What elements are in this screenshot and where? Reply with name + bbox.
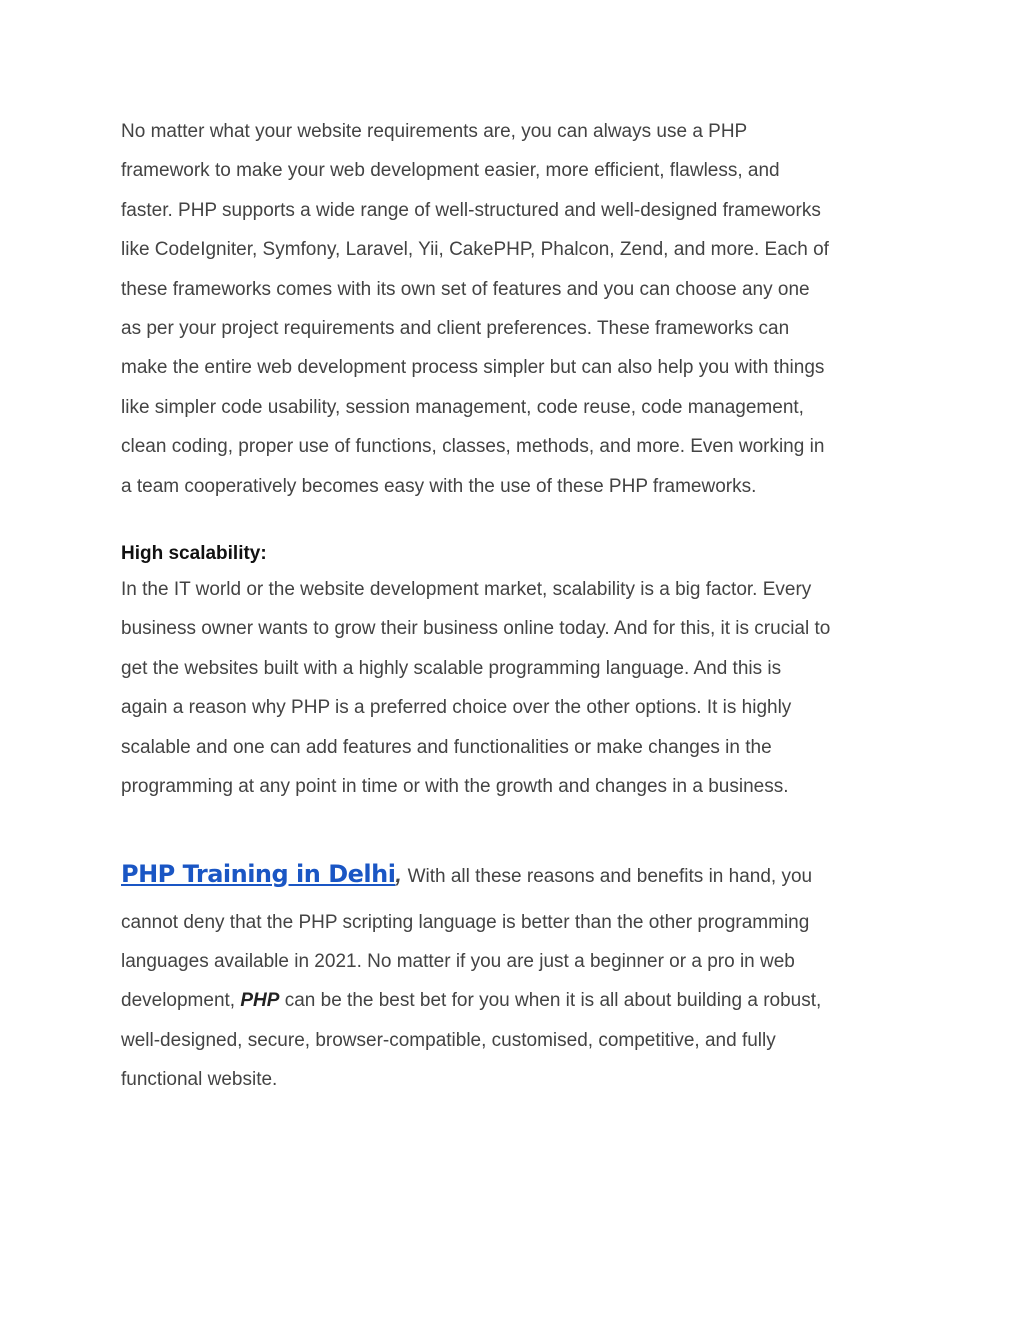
text-line: business owner wants to grow their business online today. And for this, it is crucial to	[121, 618, 831, 640]
php-training-link[interactable]: PHP Training in Delhi	[121, 859, 396, 888]
bold-php-word: PHP	[240, 990, 280, 1012]
text-line: framework to make your web development easier, more efficient, flawless, and	[121, 160, 780, 182]
text-line: make the entire web development process simpler but can also help you with things	[121, 357, 825, 379]
section-heading-scalability: High scalability:	[121, 543, 267, 565]
text-line: programming at any point in time or with the growth and changes in a business.	[121, 776, 789, 798]
text-line: like CodeIgniter, Symfony, Laravel, Yii, CakePHP, Phalcon, Zend, and more. Each of	[121, 239, 829, 261]
text-segment: development,	[121, 990, 241, 1012]
text-segment: With all these reasons and benefits in hand, you	[407, 865, 813, 887]
text-line: like simpler code usability, session management, code reuse, code management,	[121, 396, 804, 418]
comma: ,	[395, 861, 402, 887]
text-line: these frameworks comes with its own set of features and you can choose any one	[121, 278, 810, 300]
text-segment: can be the best bet for you when it is all about building a robust,	[279, 990, 822, 1012]
text-line: again a reason why PHP is a preferred choice over the other options. It is highly	[121, 697, 792, 719]
text-line: No matter what your website requirements are, you can always use a PHP	[121, 121, 748, 142]
paragraph-frameworks	[121, 112, 921, 506]
text-line: In the IT world or the website development market, scalability is a big factor. Every	[121, 579, 812, 601]
text-line-with-bold	[121, 981, 921, 1020]
paragraph-scalability	[121, 570, 921, 806]
text-line: get the websites built with a highly scalable programming language. And this is	[121, 657, 782, 679]
text-line: languages available in 2021. No matter if you are just a beginner or a pro in web	[121, 950, 795, 972]
paragraph-conclusion	[121, 903, 921, 1100]
text-line: well-designed, secure, browser-compatible, customised, competitive, and fully	[121, 1029, 776, 1051]
text-line: faster. PHP supports a wide range of well-structured and well-designed frameworks	[121, 199, 821, 221]
link-line	[121, 853, 921, 895]
text-line: clean coding, proper use of functions, classes, methods, and more. Even working in	[121, 436, 825, 458]
text-line: as per your project requirements and client preferences. These frameworks can	[121, 318, 790, 340]
text-line: functional website.	[121, 1069, 278, 1091]
document-page	[121, 112, 921, 1100]
text-line: scalable and one can add features and functionalities or make changes in the	[121, 736, 772, 758]
text-line: cannot deny that the PHP scripting language is better than the other programming	[121, 911, 810, 933]
text-line: a team cooperatively becomes easy with the use of these PHP frameworks.	[121, 475, 757, 497]
